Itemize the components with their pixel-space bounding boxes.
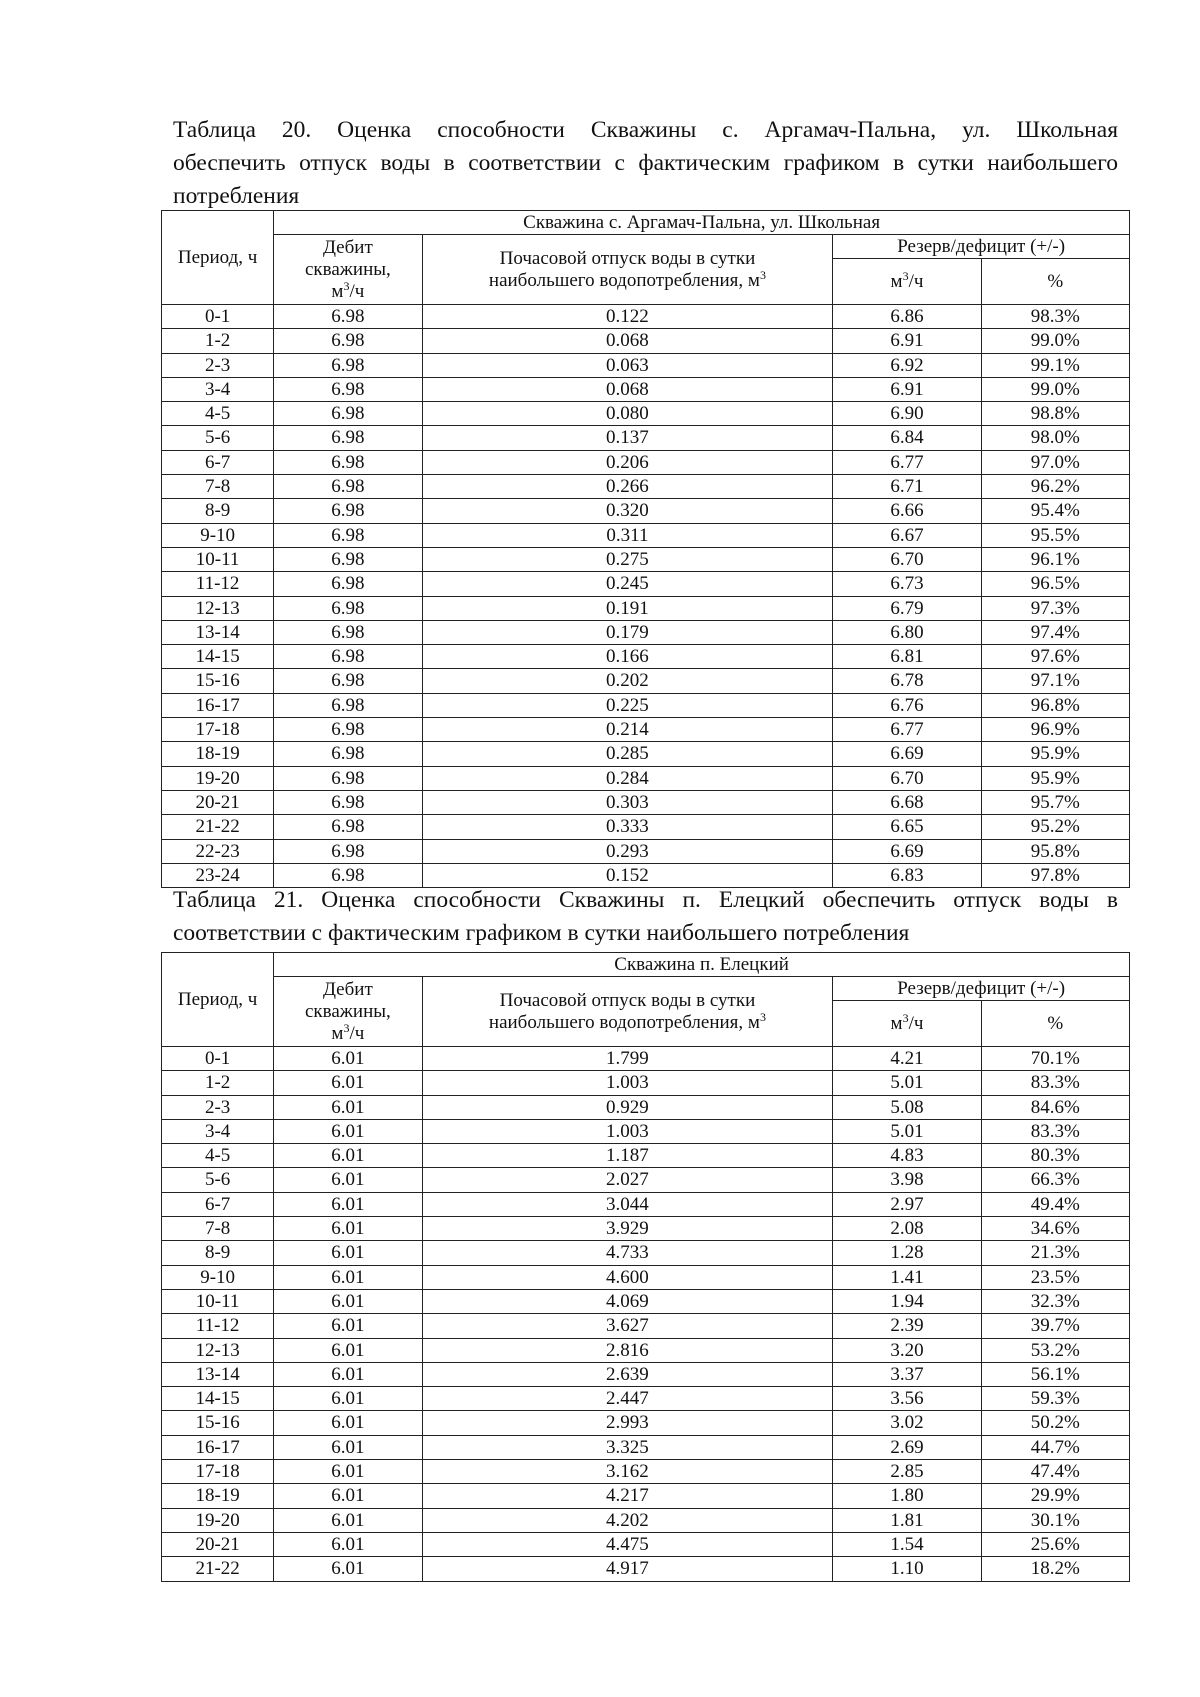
reserve-cell: 1.28 [833, 1241, 981, 1265]
debit-cell: 6.98 [274, 620, 422, 644]
supply-cell: 3.929 [422, 1217, 833, 1241]
percent-cell: 96.8% [981, 693, 1129, 717]
percent-cell: 18.2% [981, 1557, 1129, 1581]
period-cell: 4-5 [162, 1144, 274, 1168]
table-row [162, 1532, 1130, 1556]
supply-cell: 0.206 [422, 450, 833, 474]
reserve-cell: 6.86 [833, 305, 981, 329]
table-row [162, 1217, 1130, 1241]
reserve-cell: 3.02 [833, 1411, 981, 1435]
debit-cell: 6.01 [274, 1071, 422, 1095]
percent-header: % [981, 259, 1129, 305]
debit-cell: 6.98 [274, 790, 422, 814]
table-20-body [162, 305, 1130, 888]
supply-cell: 4.475 [422, 1532, 833, 1556]
period-cell: 15-16 [162, 669, 274, 693]
percent-cell: 98.8% [981, 402, 1129, 426]
supply-cell: 1.003 [422, 1071, 833, 1095]
supply-header: Почасовой отпуск воды в сутки наибольшего водопотребления, $м^3$ [422, 235, 833, 305]
supply-cell: 0.166 [422, 645, 833, 669]
period-cell: 12-13 [162, 596, 274, 620]
period-cell: 17-18 [162, 1460, 274, 1484]
percent-cell: 25.6% [981, 1532, 1129, 1556]
period-cell: 16-17 [162, 693, 274, 717]
reserve-cell: 2.97 [833, 1192, 981, 1216]
table-20-caption-title: Таблица 20. Оценка способности Скважины с. Аргамач-Пальна, ул. Школьная [173, 117, 1118, 143]
supply-cell: 0.285 [422, 742, 833, 766]
debit-cell: 6.01 [274, 1508, 422, 1532]
table-21-caption-rest: соответствии с фактическим графиком в сутки наибольшего потребления [173, 920, 910, 946]
debit-cell: 6.98 [274, 523, 422, 547]
debit-cell: 6.01 [274, 1119, 422, 1143]
debit-cell: 6.98 [274, 353, 422, 377]
percent-cell: 59.3% [981, 1387, 1129, 1411]
period-cell: 0-1 [162, 1047, 274, 1071]
period-cell: 4-5 [162, 402, 274, 426]
debit-cell: 6.98 [274, 718, 422, 742]
period-cell: 5-6 [162, 426, 274, 450]
reserve-cell: 6.92 [833, 353, 981, 377]
period-cell: 1-2 [162, 1071, 274, 1095]
debit-cell: 6.98 [274, 669, 422, 693]
percent-cell: 83.3% [981, 1071, 1129, 1095]
debit-cell: 6.98 [274, 863, 422, 887]
table-row [162, 1144, 1130, 1168]
table-row [162, 547, 1130, 571]
table-row [162, 1338, 1130, 1362]
reserve-cell: 6.69 [833, 742, 981, 766]
reserve-cell: 3.20 [833, 1338, 981, 1362]
reserve-cell: 6.84 [833, 426, 981, 450]
table-row [162, 766, 1130, 790]
table-row [162, 1411, 1130, 1435]
table-row [162, 523, 1130, 547]
percent-cell: 95.8% [981, 839, 1129, 863]
percent-cell: 95.7% [981, 790, 1129, 814]
table-row [162, 1362, 1130, 1386]
percent-cell: 97.1% [981, 669, 1129, 693]
period-cell: 14-15 [162, 645, 274, 669]
percent-cell: 34.6% [981, 1217, 1129, 1241]
supply-cell: 0.303 [422, 790, 833, 814]
period-cell: 3-4 [162, 377, 274, 401]
table-20 [161, 210, 1130, 888]
table-row [162, 669, 1130, 693]
table-row [162, 1192, 1130, 1216]
reserve-header: Резерв/дефицит (+/-) [833, 977, 1130, 1001]
percent-cell: 70.1% [981, 1047, 1129, 1071]
reserve-cell: 6.67 [833, 523, 981, 547]
debit-cell: 6.01 [274, 1557, 422, 1581]
reserve-cell: 6.77 [833, 450, 981, 474]
percent-cell: 47.4% [981, 1460, 1129, 1484]
supply-cell: 4.917 [422, 1557, 833, 1581]
reserve-cell: 1.94 [833, 1289, 981, 1313]
supply-cell: 0.266 [422, 475, 833, 499]
table-row [162, 742, 1130, 766]
debit-cell: 6.01 [274, 1532, 422, 1556]
percent-cell: 80.3% [981, 1144, 1129, 1168]
supply-cell: 0.245 [422, 572, 833, 596]
table-row [162, 1460, 1130, 1484]
reserve-cell: 1.10 [833, 1557, 981, 1581]
debit-cell: 6.01 [274, 1338, 422, 1362]
debit-cell: 6.01 [274, 1411, 422, 1435]
period-cell: 19-20 [162, 766, 274, 790]
supply-cell: 0.284 [422, 766, 833, 790]
period-cell: 10-11 [162, 1289, 274, 1313]
period-cell: 17-18 [162, 718, 274, 742]
period-cell: 18-19 [162, 742, 274, 766]
debit-cell: 6.98 [274, 742, 422, 766]
table-row [162, 790, 1130, 814]
reserve-cell: 1.41 [833, 1265, 981, 1289]
table-20-caption-rest: обеспечить отпуск воды в соответствии с фактическим графиком в сутки наибольшего потребления [173, 150, 1118, 209]
supply-cell: 0.122 [422, 305, 833, 329]
supply-cell: 0.068 [422, 377, 833, 401]
table-row [162, 1484, 1130, 1508]
period-cell: 13-14 [162, 1362, 274, 1386]
table-row [162, 475, 1130, 499]
percent-cell: 95.2% [981, 815, 1129, 839]
supply-cell: 3.162 [422, 1460, 833, 1484]
reserve-cell: 3.98 [833, 1168, 981, 1192]
reserve-cell: 1.80 [833, 1484, 981, 1508]
percent-cell: 95.4% [981, 499, 1129, 523]
debit-cell: 6.98 [274, 693, 422, 717]
table-row [162, 1168, 1130, 1192]
supply-cell: 0.320 [422, 499, 833, 523]
percent-cell: 39.7% [981, 1314, 1129, 1338]
percent-cell: 95.9% [981, 766, 1129, 790]
debit-cell: 6.98 [274, 426, 422, 450]
period-cell: 2-3 [162, 1095, 274, 1119]
percent-cell: 96.1% [981, 547, 1129, 571]
debit-cell: 6.98 [274, 499, 422, 523]
reserve-cell: 3.37 [833, 1362, 981, 1386]
reserve-cell: 6.76 [833, 693, 981, 717]
period-cell: 11-12 [162, 1314, 274, 1338]
period-cell: 3-4 [162, 1119, 274, 1143]
percent-cell: 21.3% [981, 1241, 1129, 1265]
table-row [162, 450, 1130, 474]
debit-cell: 6.98 [274, 450, 422, 474]
period-cell: 9-10 [162, 1265, 274, 1289]
table-row [162, 1095, 1130, 1119]
debit-cell: 6.01 [274, 1144, 422, 1168]
supply-cell: 0.225 [422, 693, 833, 717]
supply-cell: 2.027 [422, 1168, 833, 1192]
percent-cell: 99.1% [981, 353, 1129, 377]
debit-cell: 6.01 [274, 1192, 422, 1216]
period-cell: 5-6 [162, 1168, 274, 1192]
percent-cell: 97.4% [981, 620, 1129, 644]
period-cell: 2-3 [162, 353, 274, 377]
debit-cell: 6.01 [274, 1362, 422, 1386]
table-row [162, 1119, 1130, 1143]
table-row [162, 839, 1130, 863]
supply-cell: 0.063 [422, 353, 833, 377]
debit-cell: 6.98 [274, 329, 422, 353]
reserve-cell: 6.73 [833, 572, 981, 596]
debit-cell: 6.98 [274, 377, 422, 401]
supply-cell: 2.816 [422, 1338, 833, 1362]
supply-cell: 1.003 [422, 1119, 833, 1143]
period-cell: 20-21 [162, 790, 274, 814]
period-cell: 0-1 [162, 305, 274, 329]
supply-cell: 4.202 [422, 1508, 833, 1532]
table-row [162, 305, 1130, 329]
reserve-cell: 6.70 [833, 547, 981, 571]
table-21-caption [173, 884, 1118, 950]
debit-cell: 6.98 [274, 596, 422, 620]
supply-cell: 0.202 [422, 669, 833, 693]
debit-cell: 6.01 [274, 1095, 422, 1119]
percent-header: % [981, 1001, 1129, 1047]
supply-cell: 3.044 [422, 1192, 833, 1216]
table-row [162, 596, 1130, 620]
percent-cell: 99.0% [981, 377, 1129, 401]
debit-cell: 6.01 [274, 1217, 422, 1241]
percent-cell: 30.1% [981, 1508, 1129, 1532]
debit-cell: 6.98 [274, 572, 422, 596]
supply-cell: 0.080 [422, 402, 833, 426]
table-21-caption-title: Таблица 21. Оценка способности Скважины п. Елецкий обеспечить отпуск воды в [173, 887, 1118, 913]
reserve-cell: 6.71 [833, 475, 981, 499]
period-cell: 23-24 [162, 863, 274, 887]
reserve-cell: 6.78 [833, 669, 981, 693]
percent-cell: 49.4% [981, 1192, 1129, 1216]
table-row [162, 1314, 1130, 1338]
reserve-cell: 5.01 [833, 1071, 981, 1095]
period-cell: 14-15 [162, 1387, 274, 1411]
debit-cell: 6.01 [274, 1484, 422, 1508]
table-row [162, 693, 1130, 717]
supply-cell: 0.333 [422, 815, 833, 839]
period-cell: 20-21 [162, 1532, 274, 1556]
table-row [162, 1435, 1130, 1459]
table-row [162, 1557, 1130, 1581]
supply-cell: 1.187 [422, 1144, 833, 1168]
percent-cell: 95.9% [981, 742, 1129, 766]
supply-cell: 2.447 [422, 1387, 833, 1411]
debit-header: Дебит скважины, $м^3/ч$ [274, 235, 422, 305]
table-row [162, 1265, 1130, 1289]
supply-header: Почасовой отпуск воды в сутки наибольшего водопотребления, $м^3$ [422, 977, 833, 1047]
percent-cell: 53.2% [981, 1338, 1129, 1362]
period-cell: 10-11 [162, 547, 274, 571]
debit-header: Дебит скважины, $м^3/ч$ [274, 977, 422, 1047]
supply-cell: 4.733 [422, 1241, 833, 1265]
debit-cell: 6.98 [274, 815, 422, 839]
debit-cell: 6.01 [274, 1168, 422, 1192]
period-cell: 21-22 [162, 815, 274, 839]
reserve-cell: 5.08 [833, 1095, 981, 1119]
period-cell: 22-23 [162, 839, 274, 863]
reserve-cell: 4.83 [833, 1144, 981, 1168]
debit-cell: 6.01 [274, 1047, 422, 1071]
percent-cell: 96.2% [981, 475, 1129, 499]
percent-cell: 97.6% [981, 645, 1129, 669]
table-21-body [162, 1047, 1130, 1582]
table-row [162, 426, 1130, 450]
reserve-cell: 6.69 [833, 839, 981, 863]
table-row [162, 1047, 1130, 1071]
debit-cell: 6.98 [274, 475, 422, 499]
percent-cell: 97.8% [981, 863, 1129, 887]
supply-cell: 4.069 [422, 1289, 833, 1313]
table-row [162, 1387, 1130, 1411]
period-cell: 21-22 [162, 1557, 274, 1581]
table-row [162, 377, 1130, 401]
debit-cell: 6.01 [274, 1460, 422, 1484]
reserve-cell: 6.77 [833, 718, 981, 742]
supply-cell: 0.068 [422, 329, 833, 353]
well-name-header: Скважина п. Елецкий [274, 953, 1130, 977]
period-cell: 9-10 [162, 523, 274, 547]
supply-cell: 0.293 [422, 839, 833, 863]
percent-cell: 56.1% [981, 1362, 1129, 1386]
table-row [162, 718, 1130, 742]
reserve-cell: 6.80 [833, 620, 981, 644]
reserve-unit-header: $м^3/ч$ [833, 259, 981, 305]
period-cell: 13-14 [162, 620, 274, 644]
supply-cell: 2.639 [422, 1362, 833, 1386]
percent-cell: 50.2% [981, 1411, 1129, 1435]
supply-cell: 2.993 [422, 1411, 833, 1435]
period-cell: 11-12 [162, 572, 274, 596]
table-row [162, 815, 1130, 839]
supply-cell: 3.325 [422, 1435, 833, 1459]
supply-cell: 3.627 [422, 1314, 833, 1338]
debit-cell: 6.01 [274, 1435, 422, 1459]
debit-cell: 6.98 [274, 547, 422, 571]
table-row [162, 620, 1130, 644]
reserve-cell: 1.54 [833, 1532, 981, 1556]
table-row [162, 572, 1130, 596]
reserve-cell: 2.39 [833, 1314, 981, 1338]
reserve-cell: 6.70 [833, 766, 981, 790]
period-cell: 7-8 [162, 1217, 274, 1241]
reserve-cell: 6.81 [833, 645, 981, 669]
reserve-cell: 2.85 [833, 1460, 981, 1484]
supply-cell: 4.600 [422, 1265, 833, 1289]
table-row [162, 353, 1130, 377]
debit-cell: 6.98 [274, 305, 422, 329]
reserve-header: Резерв/дефицит (+/-) [833, 235, 1130, 259]
period-cell: 8-9 [162, 499, 274, 523]
supply-cell: 0.311 [422, 523, 833, 547]
period-cell: 6-7 [162, 450, 274, 474]
reserve-cell: 6.83 [833, 863, 981, 887]
reserve-cell: 6.65 [833, 815, 981, 839]
debit-cell: 6.98 [274, 766, 422, 790]
reserve-cell: 2.08 [833, 1217, 981, 1241]
period-cell: 12-13 [162, 1338, 274, 1362]
percent-cell: 95.5% [981, 523, 1129, 547]
percent-cell: 84.6% [981, 1095, 1129, 1119]
table-row [162, 402, 1130, 426]
table-row [162, 1289, 1130, 1313]
supply-cell: 0.191 [422, 596, 833, 620]
debit-cell: 6.98 [274, 402, 422, 426]
supply-cell: 4.217 [422, 1484, 833, 1508]
period-header: Период, ч [162, 211, 274, 305]
supply-cell: 0.275 [422, 547, 833, 571]
table-21 [161, 952, 1130, 1582]
debit-cell: 6.01 [274, 1387, 422, 1411]
percent-cell: 97.0% [981, 450, 1129, 474]
period-cell: 19-20 [162, 1508, 274, 1532]
percent-cell: 97.3% [981, 596, 1129, 620]
reserve-cell: 6.91 [833, 329, 981, 353]
period-cell: 8-9 [162, 1241, 274, 1265]
table-row [162, 329, 1130, 353]
reserve-cell: 1.81 [833, 1508, 981, 1532]
table-row [162, 1508, 1130, 1532]
percent-cell: 32.3% [981, 1289, 1129, 1313]
percent-cell: 98.3% [981, 305, 1129, 329]
debit-cell: 6.01 [274, 1289, 422, 1313]
supply-cell: 0.929 [422, 1095, 833, 1119]
table-row [162, 1071, 1130, 1095]
table-row [162, 499, 1130, 523]
percent-cell: 98.0% [981, 426, 1129, 450]
percent-cell: 23.5% [981, 1265, 1129, 1289]
period-cell: 1-2 [162, 329, 274, 353]
percent-cell: 44.7% [981, 1435, 1129, 1459]
percent-cell: 96.9% [981, 718, 1129, 742]
supply-cell: 1.799 [422, 1047, 833, 1071]
table-20-caption [173, 114, 1118, 213]
debit-cell: 6.01 [274, 1265, 422, 1289]
supply-cell: 0.179 [422, 620, 833, 644]
reserve-cell: 2.69 [833, 1435, 981, 1459]
percent-cell: 99.0% [981, 329, 1129, 353]
reserve-cell: 6.66 [833, 499, 981, 523]
table-row [162, 1241, 1130, 1265]
well-name-header: Скважина с. Аргамач-Пальна, ул. Школьная [274, 211, 1130, 235]
table-row [162, 645, 1130, 669]
debit-cell: 6.98 [274, 839, 422, 863]
supply-cell: 0.137 [422, 426, 833, 450]
percent-cell: 96.5% [981, 572, 1129, 596]
period-cell: 15-16 [162, 1411, 274, 1435]
debit-cell: 6.01 [274, 1314, 422, 1338]
period-cell: 7-8 [162, 475, 274, 499]
supply-cell: 0.214 [422, 718, 833, 742]
reserve-unit-header: $м^3/ч$ [833, 1001, 981, 1047]
reserve-cell: 6.68 [833, 790, 981, 814]
reserve-cell: 6.90 [833, 402, 981, 426]
debit-cell: 6.01 [274, 1241, 422, 1265]
percent-cell: 29.9% [981, 1484, 1129, 1508]
period-cell: 6-7 [162, 1192, 274, 1216]
reserve-cell: 5.01 [833, 1119, 981, 1143]
period-header: Период, ч [162, 953, 274, 1047]
period-cell: 16-17 [162, 1435, 274, 1459]
percent-cell: 66.3% [981, 1168, 1129, 1192]
period-cell: 18-19 [162, 1484, 274, 1508]
reserve-cell: 6.91 [833, 377, 981, 401]
reserve-cell: 3.56 [833, 1387, 981, 1411]
debit-cell: 6.98 [274, 645, 422, 669]
supply-cell: 0.152 [422, 863, 833, 887]
percent-cell: 83.3% [981, 1119, 1129, 1143]
reserve-cell: 6.79 [833, 596, 981, 620]
reserve-cell: 4.21 [833, 1047, 981, 1071]
